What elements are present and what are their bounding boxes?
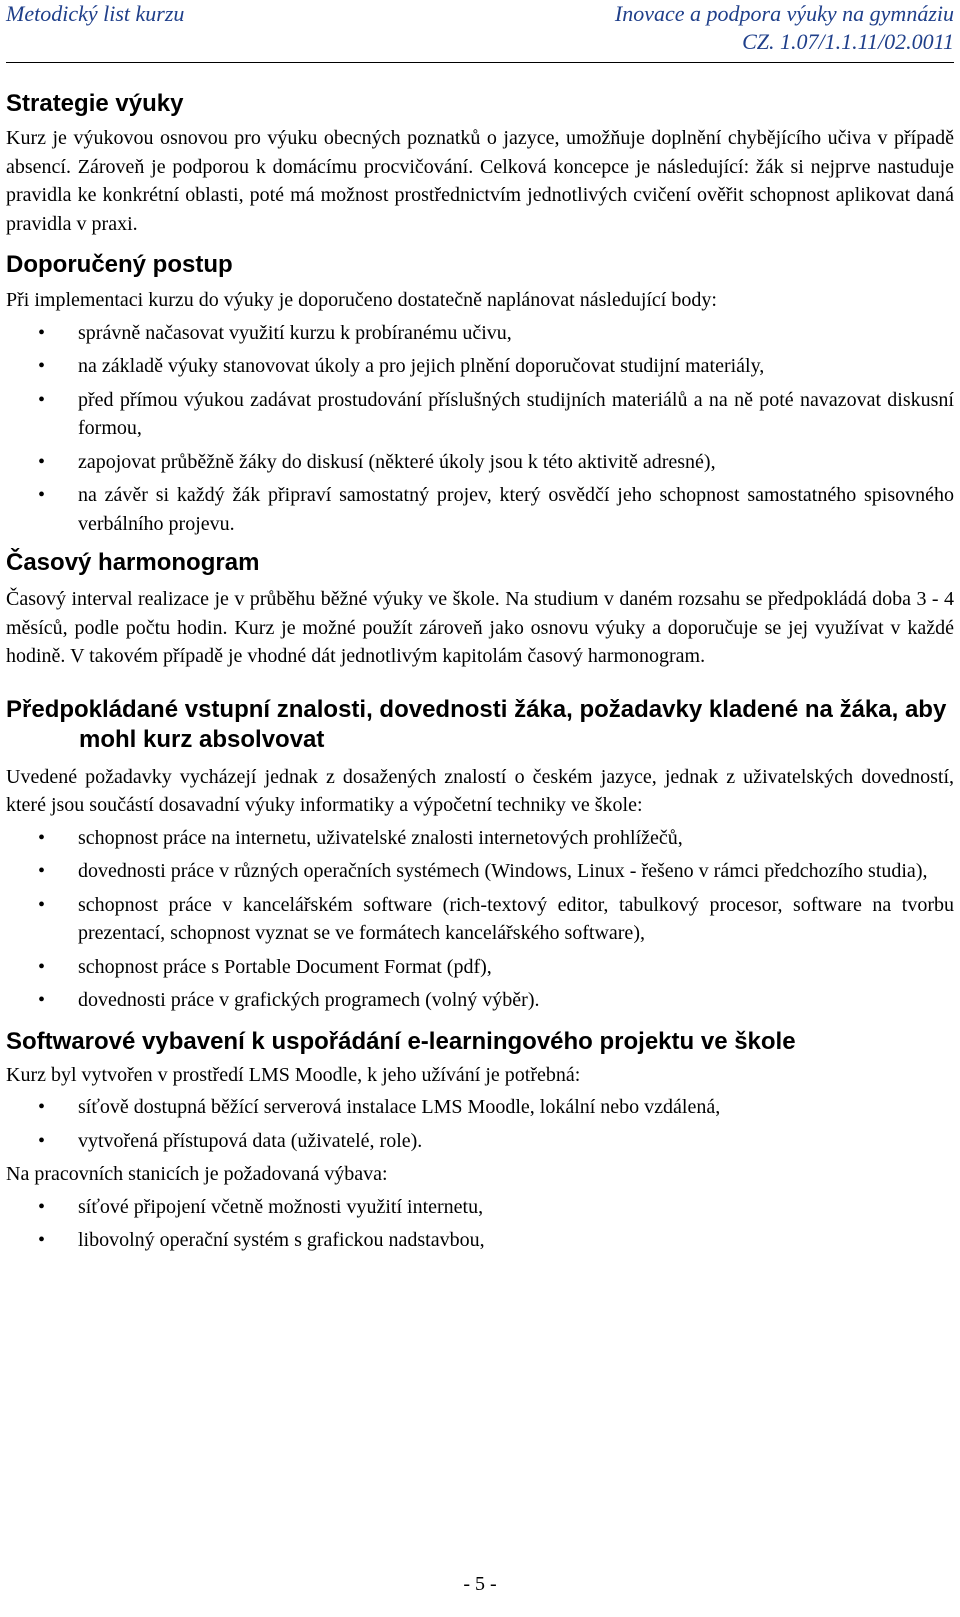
heading-harmonogram: Časový harmonogram: [6, 549, 260, 576]
bullet-icon: •: [38, 826, 46, 849]
bullet-icon: •: [38, 1229, 46, 1251]
bullet-icon: •: [38, 893, 46, 916]
list-item: • na základě výuky stanovovat úkoly a pro jejich plnění doporučovat studijní materiály,: [6, 352, 954, 381]
list-item: • libovolný operační systém s grafickou nadstavbou,: [6, 1226, 954, 1255]
list-workstations: [6, 1193, 954, 1255]
list-znalosti: [6, 824, 954, 1015]
bullet-icon: •: [38, 321, 46, 344]
heading-postup: Doporučený postup: [6, 251, 233, 278]
list-item: • síťově dostupná běžící serverová instalace LMS Moodle, lokální nebo vzdálená,: [6, 1093, 954, 1122]
bullet-icon: •: [38, 484, 46, 506]
list-item: • zapojovat průběžně žáky do diskusí (některé úkoly jsou k této aktivitě adresné),: [6, 448, 954, 477]
list-item: • síťové připojení včetně možnosti využití internetu,: [6, 1193, 954, 1222]
paragraph-postup-intro: Při implementaci kurzu do výuky je doporučeno dostatečně naplánovat následující body:: [6, 289, 717, 311]
list-item: • vytvořená přístupová data (uživatelé, role).: [6, 1127, 954, 1156]
bullet-icon: •: [38, 955, 46, 978]
page-header: [6, 0, 954, 63]
header-project-info: [615, 0, 954, 56]
header-project-code: CZ. 1.07/1.1.11/02.0011: [742, 29, 954, 54]
page-number: - 5 -: [463, 1573, 497, 1595]
list-item: • schopnost práce s Portable Document Format (pdf),: [6, 953, 954, 982]
list-item: • správně načasovat využití kurzu k probíranému učivu,: [6, 319, 954, 348]
paragraph-strategie: Kurz je výukovou osnovou pro výuku obecných poznatků o jazyce, umožňuje doplnění chybějícího učiva v případě absencí. Zároveň je podporou k domácímu procvičování. Celková koncepce je následující: žák si nejprve nastuduje pravidla ke konkrétní oblasti, poté má možnost prostřednictvím jednotlivých cvičení ověřit schopnost aplikovat daná pravidla v praxi.: [6, 127, 954, 235]
paragraph-software-intro: Kurz byl vytvořen v prostředí LMS Moodle, k jeho užívání je potřebná:: [6, 1063, 581, 1086]
bullet-icon: •: [38, 1096, 46, 1118]
bullet-icon: •: [38, 860, 46, 882]
list-item: • na závěr si každý žák připraví samostatný projev, který osvědčí jeho schopnost samostatného spisovného verbálního projevu.: [6, 481, 954, 538]
list-item: • dovednosti práce v grafických programech (volný výběr).: [6, 986, 954, 1015]
bullet-icon: •: [38, 989, 46, 1011]
page-content: [6, 89, 954, 1260]
paragraph-harmonogram: Časový interval realizace je v průběhu běžné výuky ve škole. Na studium v daném rozsahu se předpokládá doba 3 - 4 měsíců, podle počtu hodin. Kurz je možné použít zároveň jako osnovu výuky a doporučuje se jej využívat v každé hodině. V takovém případě je vhodné dát jednotlivým kapitolám časový harmonogram.: [6, 588, 954, 667]
heading-strategie: Strategie výuky: [6, 90, 184, 117]
heading-znalosti: Předpokládané vstupní znalosti, dovednosti žáka, požadavky kladené na žáka, aby mohl kurz absolvovat: [6, 695, 947, 753]
header-course-sheet: Metodický list kurzu: [6, 1, 185, 26]
list-postup: [6, 319, 954, 539]
header-project-title: Inovace a podpora výuky na gymnáziu: [614, 1, 954, 26]
list-item: • dovednosti práce v různých operačních systémech (Windows, Linux - řešeno v rámci předchozího studia),: [6, 857, 954, 886]
bullet-icon: •: [38, 355, 46, 377]
list-item: • schopnost práce na internetu, uživatelské znalosti internetových prohlížečů,: [6, 824, 954, 853]
bullet-icon: •: [38, 388, 46, 411]
bullet-icon: •: [38, 1195, 46, 1218]
list-item: • schopnost práce v kancelářském software (rich-textový editor, tabulkový procesor, software na tvorbu prezentací, schopnost vyznat se ve formátech kancelářského software),: [6, 891, 954, 948]
list-item: • před přímou výukou zadávat prostudování příslušných studijních materiálů a na ně poté navazovat diskusní formou,: [6, 386, 954, 443]
bullet-icon: •: [38, 450, 46, 473]
paragraph-znalosti-intro: Uvedené požadavky vycházejí jednak z dosažených znalostí o českém jazyce, jednak z uživatelských dovedností, které jsou součástí dosavadní výuky informatiky a výpočetní techniky ve škole:: [6, 765, 954, 816]
heading-software: Softwarové vybavení k uspořádání e-learningového projektu ve škole: [6, 1027, 796, 1055]
paragraph-software-workstations: Na pracovních stanicích je požadovaná výbava:: [6, 1163, 388, 1185]
list-software: [6, 1093, 954, 1155]
bullet-icon: •: [38, 1129, 46, 1152]
